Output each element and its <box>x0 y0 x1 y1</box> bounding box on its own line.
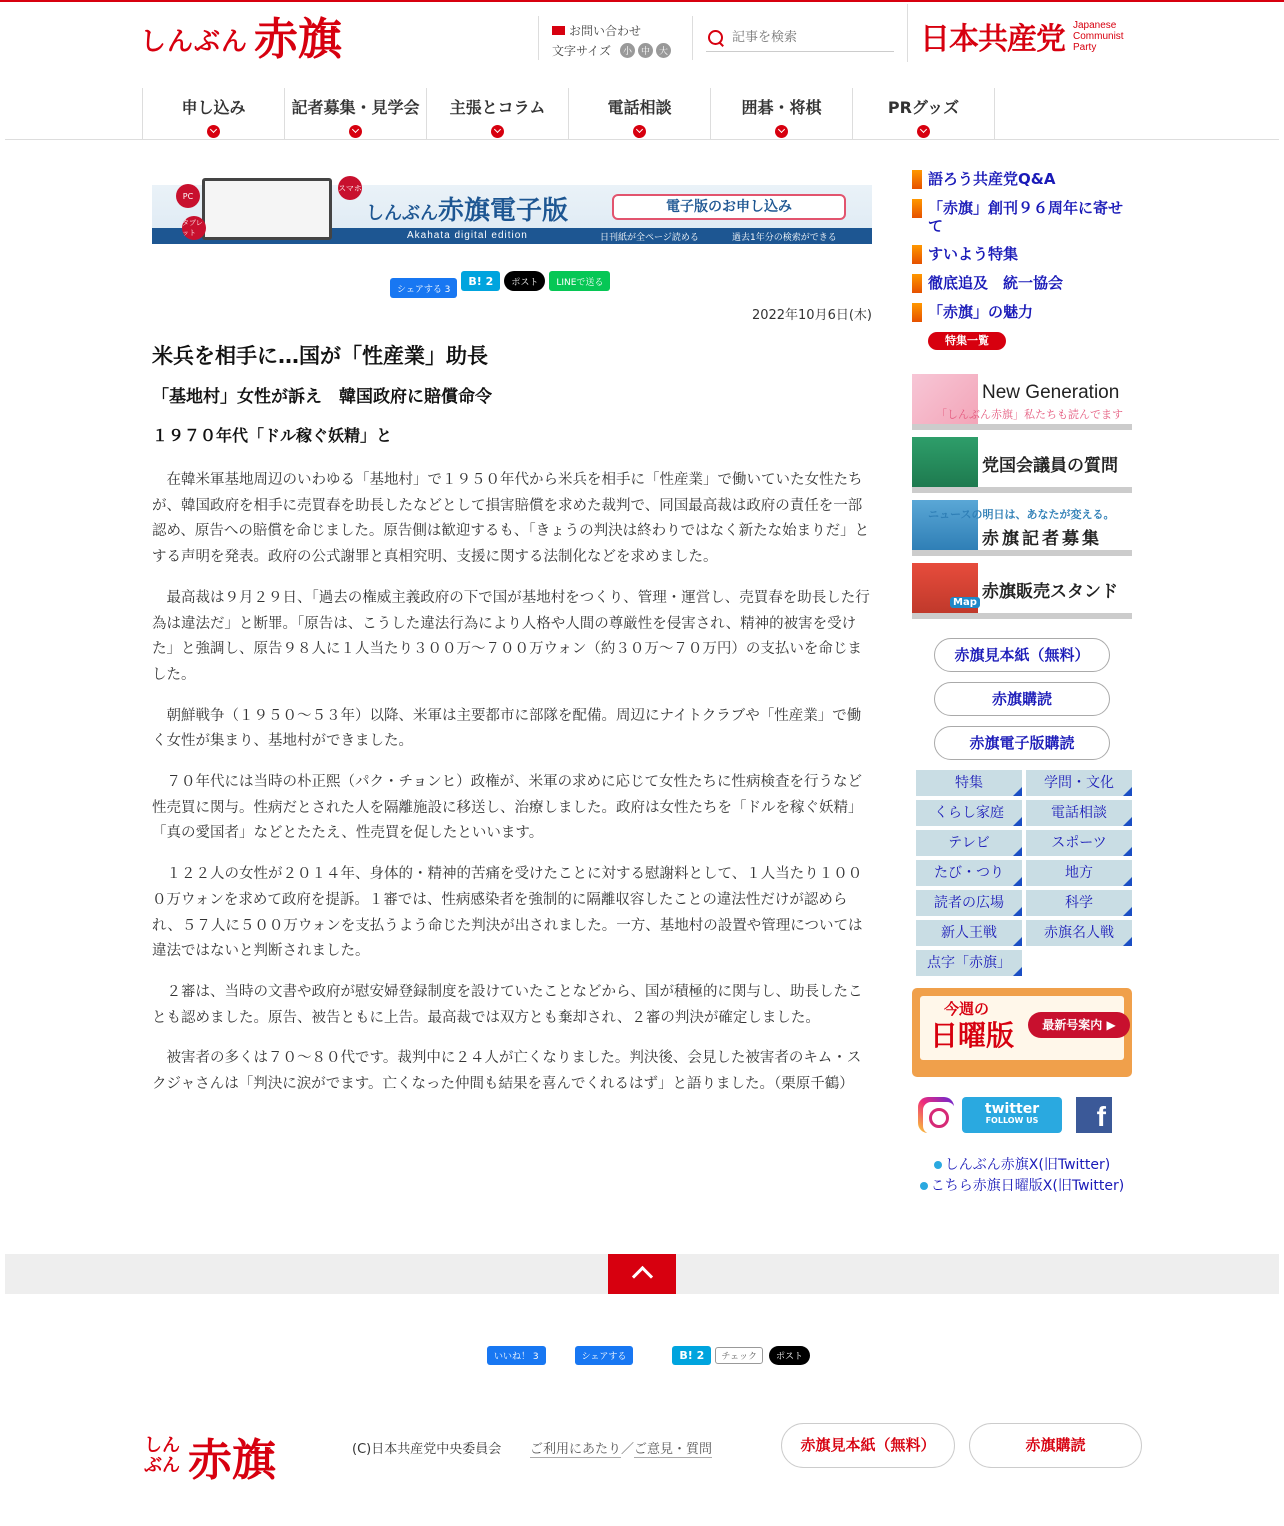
chevron-down-icon <box>775 125 788 138</box>
font-size-large-button[interactable]: 大 <box>656 43 671 58</box>
facebook-share-button[interactable]: シェアする <box>575 1346 634 1365</box>
banner-label: 赤旗記者募集 <box>982 529 1102 549</box>
category-grid <box>916 770 1132 976</box>
nav-item-go-shogi[interactable] <box>711 88 853 139</box>
footer-subscribe-button[interactable]: 赤旗購読 <box>969 1423 1142 1468</box>
pc-badge: PC <box>176 184 200 208</box>
sidebar-link-label: 語ろう共産党Q&A <box>928 170 1056 188</box>
main-nav <box>142 88 995 139</box>
x-link-sunday[interactable] <box>912 1176 1132 1197</box>
party-name: 日本共産党 <box>920 22 1065 57</box>
sidebar-link-label: 「赤旗」創刊９６周年に寄せて <box>928 199 1124 235</box>
article-paragraph: ７０年代には当時の朴正熙（パク・チョンヒ）政権が、米軍の求めに応じて女性たちに性病検査を行うなど性売買に関与。性病だとされた人を隔離施設に移送し、治療しました。政府は女性たちを「ドルを稼ぐ妖精」「真の愛国者」などとたたえ、性売買を促したといいます。 <box>152 774 863 842</box>
feedback-link[interactable]: ご意見・質問 <box>634 1442 713 1457</box>
chevron-down-icon <box>633 125 646 138</box>
logo-big-text: 赤旗 <box>254 14 343 65</box>
category-link[interactable]: テレビ <box>916 830 1022 856</box>
category-link[interactable]: スポーツ <box>1026 830 1132 856</box>
back-to-top-button[interactable] <box>608 1254 676 1294</box>
phone-badge: スマホ <box>338 176 362 200</box>
article-body <box>152 342 872 1098</box>
sunday-label-big: 日曜版 <box>930 1019 1015 1052</box>
nav-label: 主張とコラム <box>449 98 546 117</box>
akahata-logo[interactable] <box>140 12 342 64</box>
special-list-button[interactable]: 特集一覧 <box>928 332 1006 350</box>
tablet-badge: タブレット <box>182 216 206 240</box>
line-share-button[interactable]: LINEで送る <box>549 271 610 291</box>
mixi-check-button[interactable]: チェック <box>715 1347 763 1364</box>
top-accent-line <box>0 0 1284 2</box>
nav-label: 申し込み <box>181 98 246 117</box>
chevron-down-icon <box>917 125 930 138</box>
party-en-line: Japanese <box>1073 19 1117 31</box>
x-post-button[interactable]: ポスト <box>504 271 545 291</box>
hatena-bookmark-button[interactable]: B! 2 <box>672 1346 711 1365</box>
banner-shade <box>912 487 1132 493</box>
sample-paper-button[interactable]: 赤旗見本紙（無料） <box>934 638 1110 672</box>
x-link-label: しんぶん赤旗X(旧Twitter) <box>944 1157 1111 1173</box>
sns-links <box>918 1097 1132 1133</box>
chevron-down-icon <box>349 125 362 138</box>
terms-link[interactable]: ご利用にあたり <box>530 1442 622 1457</box>
banner-shade <box>912 613 1132 619</box>
nav-label: 囲碁・将棋 <box>741 98 822 117</box>
footer-sample-paper-button[interactable]: 赤旗見本紙（無料） <box>781 1423 955 1468</box>
twitter-sublabel: FOLLOW US <box>985 1116 1039 1125</box>
party-en-line: Communist <box>1073 30 1124 42</box>
footer-logo-small: しんぶん <box>144 1435 180 1476</box>
sidebar-link-anniversary[interactable] <box>912 199 1132 235</box>
digital-apply-button[interactable]: 電子版のお申し込み <box>612 194 846 220</box>
banner-title-small: しんぶん <box>366 203 438 224</box>
nav-divider <box>5 139 1279 140</box>
sidebar-link-label: すいよう特集 <box>928 245 1019 263</box>
article-paragraph: 在韓米軍基地周辺のいわゆる「基地村」で１９５０年代から米兵を相手に「性産業」で働いていた女性たちが、韓国政府を相手に売買春を助長したなどとして損害賠償を求めた裁判で、同国最高裁は政府の責任を一部認め、原告への賠償を命じました。原告側は歓迎するも、「きょうの判決は終わりではなく新たな始まりだ」とする声明を発表。政府の公式謝罪と真相究明、支援に関する法制化などを求めました。 <box>152 472 870 566</box>
header-divider <box>907 4 908 62</box>
mail-icon <box>552 26 565 35</box>
nav-label: 電話相談 <box>607 98 672 117</box>
banner-shade <box>912 424 1132 430</box>
header-divider <box>538 16 539 60</box>
nav-item-column[interactable] <box>427 88 569 139</box>
sidebar-link-label: 「赤旗」の魅力 <box>928 303 1034 321</box>
search-box <box>706 24 894 52</box>
font-size-small-button[interactable]: 小 <box>620 43 635 58</box>
sidebar-link-unification[interactable] <box>912 274 1132 293</box>
category-link[interactable]: 地方 <box>1026 860 1132 886</box>
article-title: 米兵を相手に…国が「性産業」助長 <box>152 344 488 368</box>
header-divider <box>692 16 693 60</box>
chevron-down-icon <box>491 125 504 138</box>
diet-building-icon <box>912 437 978 487</box>
bullet-icon <box>934 1161 942 1169</box>
twitter-text <box>985 1103 1039 1127</box>
link-separator: ／ <box>621 1442 635 1457</box>
nav-item-phone-consult[interactable] <box>569 88 711 139</box>
category-link[interactable]: 読者の広場 <box>916 890 1022 916</box>
reporter-recruit-banner[interactable] <box>912 500 1132 556</box>
category-link[interactable]: 点字「赤旗」 <box>916 950 1022 976</box>
contact-link[interactable] <box>552 22 641 39</box>
sidebar-link-label: 徹底追及 統一協会 <box>928 274 1064 292</box>
category-link[interactable]: 特集 <box>916 770 1022 796</box>
banner-title <box>366 190 568 227</box>
sunday-edition-banner[interactable] <box>912 988 1132 1077</box>
search-input[interactable] <box>732 30 882 45</box>
link-marker-icon <box>912 199 922 218</box>
footer-logo-big: 赤旗 <box>188 1435 276 1486</box>
jcp-logo[interactable] <box>920 14 1124 58</box>
banner-sublabel: ニュースの明日は、あなたが変える。 <box>928 508 1115 521</box>
sidebar-link-wednesday[interactable] <box>912 245 1132 264</box>
article-paragraph: 最高裁は９月２９日、「過去の権威主義政府の下で国が基地村をつくり、管理・運営し、売買春を助長した行為は違法だ」と断罪。「原告は、こうした違法行為により人格や人間の尊厳性を侵害され、精神的被害を受けた」と強調し、原告９８人に１人当たり３００万～７００万ウォン（約３０万～７０万円）の支払いを命じました。 <box>152 589 870 683</box>
twitter-label: twitter <box>984 1101 1040 1117</box>
sunday-label-small: 今週の <box>944 1000 990 1018</box>
latest-issue-button[interactable]: 最新号案内 ▶ <box>1028 1012 1130 1038</box>
footer-share-buttons <box>487 1346 810 1365</box>
share-buttons <box>390 271 610 298</box>
link-marker-icon <box>912 303 922 322</box>
bullet-icon <box>920 1182 928 1190</box>
link-marker-icon <box>912 245 922 264</box>
new-generation-banner[interactable] <box>912 374 1132 430</box>
article-date: 2022年10月6日(木) <box>751 308 872 323</box>
x-link-akahata[interactable] <box>912 1155 1132 1176</box>
nav-item-pr-goods[interactable] <box>853 88 995 139</box>
category-link[interactable]: くらし家庭 <box>916 800 1022 826</box>
article-subhead: １９７０年代「ドル稼ぐ妖精」と <box>152 426 393 445</box>
category-link[interactable]: 電話相談 <box>1026 800 1132 826</box>
link-marker-icon <box>912 274 922 293</box>
font-size-label: 文字サイズ <box>552 44 612 58</box>
banner-note: 日刊紙が全ページ読める <box>600 233 699 243</box>
category-link[interactable]: 学問・文化 <box>1026 770 1132 796</box>
banner-label: New Generation <box>982 382 1120 403</box>
search-icon[interactable] <box>706 28 726 48</box>
nav-label: 記者募集・見学会 <box>291 98 420 117</box>
digital-subscribe-button[interactable]: 赤旗電子版購読 <box>934 726 1110 760</box>
nav-item-apply[interactable] <box>143 88 285 139</box>
font-size-control <box>552 42 671 59</box>
diet-questions-banner[interactable] <box>912 437 1132 493</box>
sidebar <box>912 170 1132 1197</box>
footer-links <box>530 1438 712 1457</box>
facebook-share-button[interactable]: シェアする 3 <box>390 278 457 298</box>
banner-label: 党国会議員の質問 <box>982 456 1118 476</box>
sales-stand-banner[interactable] <box>912 563 1132 619</box>
banner-sublabel: 「しんぶん赤旗」私たちも読んでます <box>936 408 1123 421</box>
article-paragraph: 被害者の多くは７０～８０代です。裁判中に２４人が亡くなりました。判決後、会見した被害者のキム・スクジャさんは「判決に涙がでます。亡くなった仲間も結果を喜んでくれるはず」と語りました。（栗原千鶴） <box>152 1050 862 1093</box>
article-paragraph: ２審は、当時の文書や政府が慰安婦登録制度を設けていたことなどから、国が積極的に関与し、助長したことも認めました。原告、被告ともに上告。最高裁では双方とも棄却され、２審の判決が確定しました。 <box>152 983 863 1026</box>
twitter-follow-button[interactable] <box>962 1097 1062 1133</box>
x-links <box>912 1155 1132 1197</box>
copyright-text: (C)日本共産党中央委員会 <box>352 1442 502 1457</box>
party-english <box>1073 20 1124 53</box>
sidebar-link-qa[interactable] <box>912 170 1132 189</box>
map-tag: Map <box>950 597 980 608</box>
party-en-line: Party <box>1073 41 1097 53</box>
footer-logo[interactable] <box>144 1424 276 1488</box>
banner-note: 過去1年分の検索ができる <box>732 233 837 243</box>
facebook-icon[interactable]: f <box>1076 1097 1112 1133</box>
instagram-icon[interactable] <box>918 1097 954 1133</box>
article-paragraph: 朝鮮戦争（１９５０～５３年）以降、米軍は主要都市に部隊を配備。周辺にナイトクラブや「性産業」で働く女性が集まり、基地村ができました。 <box>152 707 862 750</box>
banner-subtitle: Akahata digital edition <box>407 230 528 241</box>
banner-label: 赤旗販売スタンド <box>982 582 1118 602</box>
sidebar-link-appeal[interactable] <box>912 303 1132 322</box>
banner-shade <box>912 550 1132 556</box>
article-subtitle: 「基地村」女性が訴え 韓国政府に賠償命令 <box>152 387 492 407</box>
hatena-bookmark-button[interactable]: B! 2 <box>461 271 500 291</box>
nav-label: PRグッズ <box>887 98 960 117</box>
nav-item-recruit[interactable] <box>285 88 427 139</box>
digital-edition-banner[interactable] <box>152 176 872 244</box>
category-link[interactable]: 赤旗名人戦 <box>1026 920 1132 946</box>
category-link[interactable]: たび・つり <box>916 860 1022 886</box>
contact-label: お問い合わせ <box>569 24 642 38</box>
category-link[interactable]: 科学 <box>1026 890 1132 916</box>
article-paragraph: １２２人の女性が２０１４年、身体的・精神的苦痛を受けたことに対する慰謝料として、１人当たり１０００万ウォンを求めて政府を提訴。１審では、性病感染者を強制的に隔離収容したことの違法性だけが認められ、５７人に５００万ウォンを支払うよう命じた判決が出されました。一方、基地村の設置や管理については違法ではないと判断されました。 <box>152 866 863 960</box>
subscribe-button[interactable]: 赤旗購読 <box>934 682 1110 716</box>
x-link-label: こちら赤旗日曜版X(旧Twitter) <box>930 1178 1125 1194</box>
devices-illustration <box>202 178 332 240</box>
category-link[interactable]: 新人王戦 <box>916 920 1022 946</box>
chevron-down-icon <box>207 125 220 138</box>
x-post-button[interactable]: ポスト <box>769 1346 810 1365</box>
link-marker-icon <box>912 170 922 189</box>
logo-small-text: しんぶん <box>140 27 249 57</box>
banner-title-main: 赤旗電子版 <box>438 196 569 226</box>
font-size-medium-button[interactable]: 中 <box>638 43 653 58</box>
facebook-like-button[interactable]: いいね！ 3 <box>487 1346 546 1365</box>
